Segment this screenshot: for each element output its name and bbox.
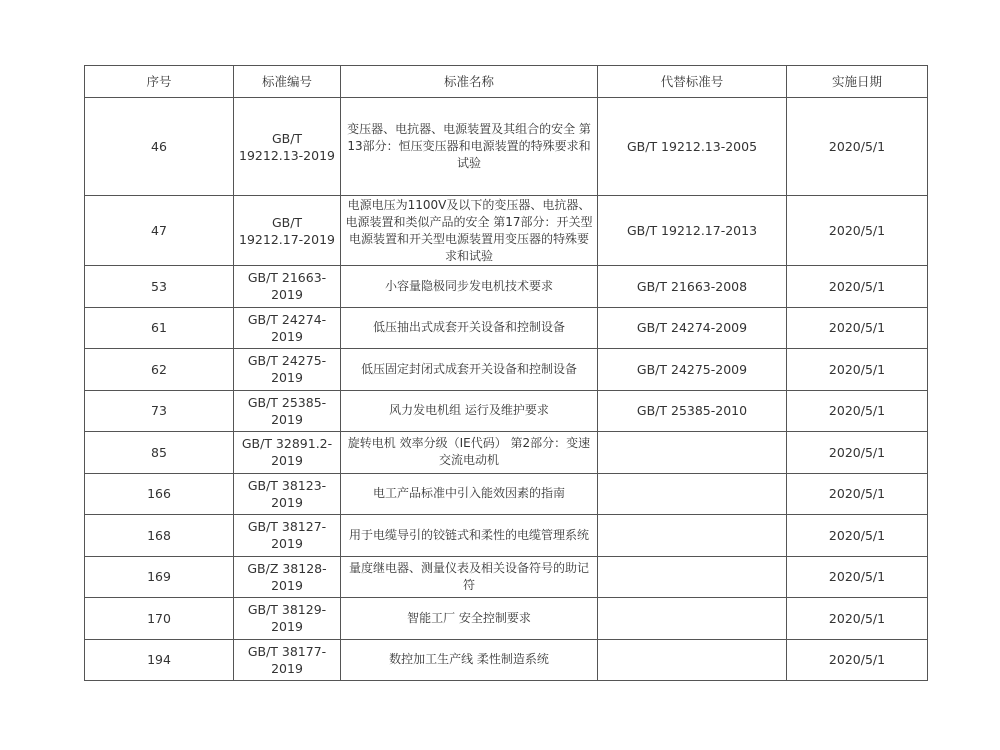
cell-name: 低压抽出式成套开关设备和控制设备 bbox=[341, 307, 598, 349]
cell-date: 2020/5/1 bbox=[787, 390, 928, 432]
cell-replaces bbox=[598, 515, 787, 557]
cell-replaces: GB/T 25385-2010 bbox=[598, 390, 787, 432]
cell-seq: 73 bbox=[85, 390, 234, 432]
cell-seq: 61 bbox=[85, 307, 234, 349]
table-row bbox=[85, 349, 928, 391]
cell-code: GB/T 25385-2019 bbox=[234, 390, 341, 432]
table-row bbox=[85, 196, 928, 266]
cell-code: GB/T 38127-2019 bbox=[234, 515, 341, 557]
cell-seq: 166 bbox=[85, 473, 234, 515]
table-row bbox=[85, 307, 928, 349]
cell-name: 数控加工生产线 柔性制造系统 bbox=[341, 639, 598, 681]
table-row bbox=[85, 556, 928, 598]
cell-replaces bbox=[598, 556, 787, 598]
cell-date: 2020/5/1 bbox=[787, 556, 928, 598]
cell-date: 2020/5/1 bbox=[787, 473, 928, 515]
cell-code: GB/T 38177-2019 bbox=[234, 639, 341, 681]
cell-code: GB/T 24274-2019 bbox=[234, 307, 341, 349]
cell-replaces bbox=[598, 432, 787, 474]
cell-replaces: GB/T 19212.17-2013 bbox=[598, 196, 787, 266]
cell-code: GB/T 19212.13-2019 bbox=[234, 98, 341, 196]
cell-date: 2020/5/1 bbox=[787, 349, 928, 391]
cell-code: GB/T 38129-2019 bbox=[234, 598, 341, 640]
cell-seq: 62 bbox=[85, 349, 234, 391]
cell-date: 2020/5/1 bbox=[787, 266, 928, 308]
cell-replaces bbox=[598, 598, 787, 640]
table-row bbox=[85, 473, 928, 515]
table-row bbox=[85, 266, 928, 308]
cell-code: GB/Z 38128-2019 bbox=[234, 556, 341, 598]
cell-date: 2020/5/1 bbox=[787, 515, 928, 557]
cell-date: 2020/5/1 bbox=[787, 639, 928, 681]
cell-seq: 85 bbox=[85, 432, 234, 474]
cell-code: GB/T 38123-2019 bbox=[234, 473, 341, 515]
table-row bbox=[85, 515, 928, 557]
header-date: 实施日期 bbox=[787, 66, 928, 98]
table-row bbox=[85, 432, 928, 474]
cell-code: GB/T 32891.2-2019 bbox=[234, 432, 341, 474]
cell-date: 2020/5/1 bbox=[787, 196, 928, 266]
cell-date: 2020/5/1 bbox=[787, 98, 928, 196]
cell-replaces: GB/T 24274-2009 bbox=[598, 307, 787, 349]
cell-name: 低压固定封闭式成套开关设备和控制设备 bbox=[341, 349, 598, 391]
cell-date: 2020/5/1 bbox=[787, 432, 928, 474]
cell-replaces bbox=[598, 639, 787, 681]
header-name: 标准名称 bbox=[341, 66, 598, 98]
header-seq: 序号 bbox=[85, 66, 234, 98]
standards-table bbox=[84, 65, 928, 681]
table-row bbox=[85, 639, 928, 681]
cell-replaces bbox=[598, 473, 787, 515]
cell-name: 小容量隐极同步发电机技术要求 bbox=[341, 266, 598, 308]
cell-name: 用于电缆导引的铰链式和柔性的电缆管理系统 bbox=[341, 515, 598, 557]
cell-name: 量度继电器、测量仪表及相关设备符号的助记符 bbox=[341, 556, 598, 598]
cell-seq: 53 bbox=[85, 266, 234, 308]
cell-name: 电源电压为1100V及以下的变压器、电抗器、电源装置和类似产品的安全 第17部分：开关型电源装置和开关型电源装置用变压器的特殊要求和试验 bbox=[341, 196, 598, 266]
cell-date: 2020/5/1 bbox=[787, 598, 928, 640]
header-row bbox=[85, 66, 928, 98]
cell-seq: 169 bbox=[85, 556, 234, 598]
cell-seq: 47 bbox=[85, 196, 234, 266]
cell-seq: 168 bbox=[85, 515, 234, 557]
header-code: 标准编号 bbox=[234, 66, 341, 98]
cell-name: 电工产品标准中引入能效因素的指南 bbox=[341, 473, 598, 515]
cell-replaces: GB/T 19212.13-2005 bbox=[598, 98, 787, 196]
cell-name: 智能工厂 安全控制要求 bbox=[341, 598, 598, 640]
table-row bbox=[85, 598, 928, 640]
cell-replaces: GB/T 21663-2008 bbox=[598, 266, 787, 308]
table-row bbox=[85, 98, 928, 196]
cell-seq: 194 bbox=[85, 639, 234, 681]
cell-code: GB/T 24275-2019 bbox=[234, 349, 341, 391]
cell-name: 风力发电机组 运行及维护要求 bbox=[341, 390, 598, 432]
cell-date: 2020/5/1 bbox=[787, 307, 928, 349]
cell-seq: 170 bbox=[85, 598, 234, 640]
cell-name: 变压器、电抗器、电源装置及其组合的安全 第13部分：恒压变压器和电源装置的特殊要求和试验 bbox=[341, 98, 598, 196]
header-replaces: 代替标准号 bbox=[598, 66, 787, 98]
cell-seq: 46 bbox=[85, 98, 234, 196]
cell-replaces: GB/T 24275-2009 bbox=[598, 349, 787, 391]
cell-code: GB/T 21663-2019 bbox=[234, 266, 341, 308]
cell-code: GB/T 19212.17-2019 bbox=[234, 196, 341, 266]
table-row bbox=[85, 390, 928, 432]
cell-name: 旋转电机 效率分级（IE代码） 第2部分：变速交流电动机 bbox=[341, 432, 598, 474]
